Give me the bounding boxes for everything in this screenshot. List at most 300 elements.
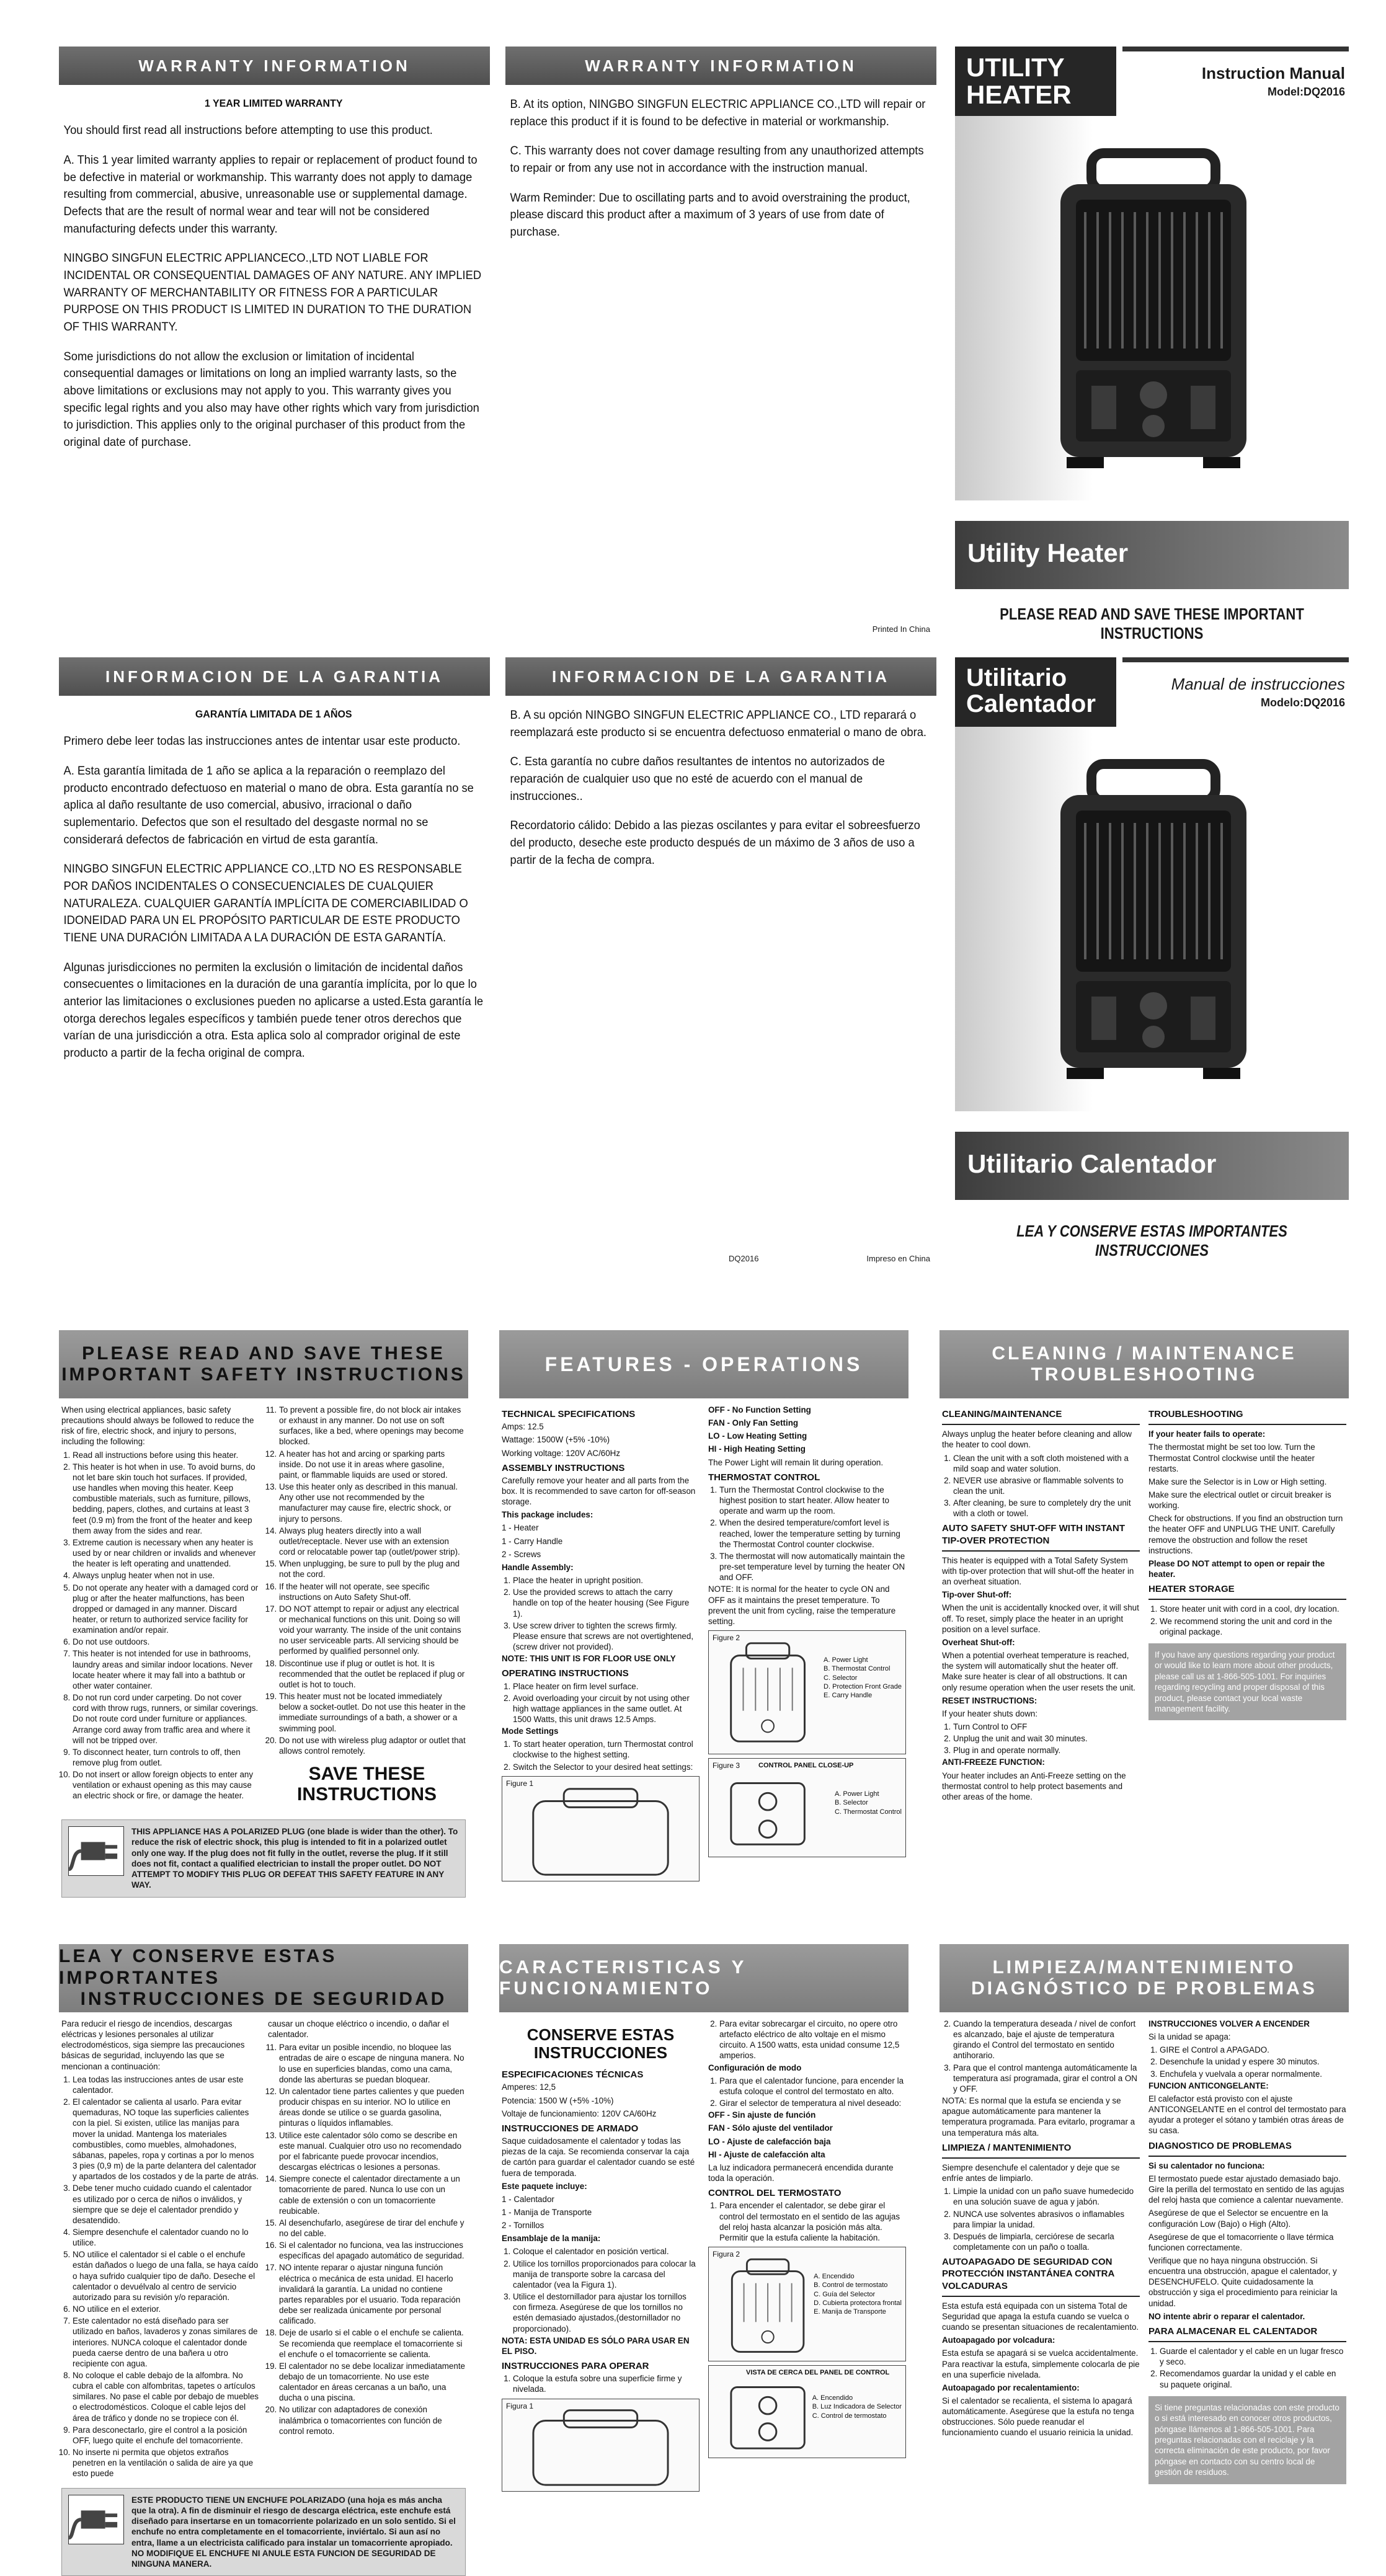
features-band: FEATURES - OPERATIONS bbox=[499, 1330, 908, 1398]
safety-text-es bbox=[59, 2012, 468, 2481]
reset-step-es: 2. Desenchufe la unidad y espere 30 minutos. bbox=[1160, 2056, 1346, 2067]
figure-1 bbox=[502, 1776, 700, 1881]
sheet-front bbox=[37, 37, 1349, 1277]
mode-steps bbox=[502, 1739, 700, 1772]
heater-photo-area bbox=[955, 116, 1349, 500]
reset-step: 2. Unplug the unit and wait 30 minutes. bbox=[953, 1733, 1140, 1744]
divider bbox=[1148, 1599, 1346, 1600]
cleaning-steps bbox=[942, 1453, 1140, 1519]
safety-es bbox=[59, 1944, 468, 2569]
warranty-subtitle-es: GARANTÍA LIMITADA DE 1 AÑOS bbox=[195, 708, 352, 720]
operating-heading-es: INSTRUCCIONES PARA OPERAR bbox=[502, 2361, 649, 2371]
cleaning-band bbox=[940, 1330, 1349, 1398]
features-column bbox=[499, 1330, 908, 2539]
figure-2-legend-item-es: A. Encendido bbox=[814, 2273, 855, 2280]
polarized-plug-text-es: ESTE PRODUCTO TIENE UN ENCHUFE POLARIZADO (una hoja es más ancha que la otra). A fin de disminuir el riesgo de descarga eléctrica, este enchufe está diseñado para insertarse en un tomacorriente polarizado en un solo sentido. Si el enchufe no entra completamente en el tomacorriente, inviértalo. Si aun así no entra, llame a un electricista calificado para instalar un tomacorriente apropiado. NO MODIFIQUE EL ENCHUFE NI ANULE ESTA FUNCION DE SEGURIDAD DE NINGUNA MANERA. bbox=[131, 2495, 456, 2569]
package-item-es: 2 - Tornillos bbox=[502, 2221, 544, 2231]
figure-2-legend-item: D. Protection Front Grade bbox=[824, 1682, 902, 1690]
tech-spec: Wattage: 1500W (+5% -10%) bbox=[502, 1435, 610, 1445]
warranty-column-1 bbox=[59, 47, 490, 1268]
safety-item: 1. Read all instructions before using this heater. bbox=[73, 1450, 259, 1460]
reset-intro: If your heater shuts down: bbox=[942, 1708, 1038, 1718]
cover-read-line-es: LEA Y CONSERVE ESTAS IMPORTANTES INSTRUCCIONES bbox=[1016, 1222, 1287, 1259]
cleaning-right-es bbox=[1148, 2019, 1346, 2484]
storage-step-es: 1. Guarde el calentador y el cable en un lugar fresco y seco. bbox=[1160, 2346, 1346, 2367]
warranty-para-es: Algunas jurisdicciones no permiten la exclusión o limitación de incidental daños consecuentes o limitaciones en la duración de una garantía implícita, por lo que lo anterior las limitaciones o exclusiones pueden no aplicarse a usted.Esta garantía le otorga derechos legales específicos y también puede tener otros derechos que varían de una jurisdicción a otra. Esta aplica solo al comprador original de este producto a partir de la fecha original de compra. bbox=[63, 960, 484, 1060]
setting-hi: HI - High Heating Setting bbox=[708, 1444, 806, 1454]
warranty-text-es bbox=[59, 696, 488, 1062]
overheat-text: When a potential overheat temperature is reached, the system will automatically shut the heater off. Make sure heater is clear of all obstructions. It can only resume operation when the user resets the unit. bbox=[942, 1651, 1135, 1692]
thermostat-steps bbox=[708, 1485, 906, 1583]
cover-read-line: PLEASE READ AND SAVE THESE IMPORTANT INSTRUCTIONS bbox=[1000, 605, 1304, 642]
polarized-plug-notice-es bbox=[61, 2488, 466, 2576]
features-left-es bbox=[502, 2019, 700, 2495]
cleaning-column bbox=[940, 1330, 1349, 2539]
safety-item-es: 9. Para desconectarlo, gire el control a la posición OFF, luego quite el enchufe del tomacorriente. bbox=[73, 2425, 259, 2446]
warranty-para: You should first read all instructions before attempting to use this product. bbox=[63, 123, 433, 138]
warranty-para: A. This 1 year limited warranty applies to repair or replacement of product found to be defective in material or workmanship. This warranty does not apply to damage resulting from commercial, abusive, unreasonable use or supplemental damage. Defects that are the result of normal wear and tear will not be considered manufacturing defects under this warranty. bbox=[63, 153, 478, 236]
safety-item-es: 11. Para evitar un posible incendio, no bloquee las entradas de aire o escape de ninguna manera. No lo use en superficies blandas, como una cama, donde las aberturas se puedan bloquear. bbox=[279, 2042, 466, 2085]
figure-3-label: Figure 3 bbox=[713, 1761, 740, 1770]
warranty-en-right bbox=[505, 47, 936, 639]
safety-items-a-es bbox=[61, 2074, 259, 2479]
safety-item: 20. Do not use with wireless plug adaptor or outlet that allows control remotely. bbox=[279, 1735, 466, 1756]
safety-item-es: 20. No utilizar con adaptadores de conexión inalámbrica o tomacorrientes con función de control remoto. bbox=[279, 2404, 466, 2436]
warranty-text bbox=[59, 85, 488, 451]
reset-heading-es: INSTRUCCIONES VOLVER A ENCENDER bbox=[1148, 2019, 1310, 2028]
tip-over-heading: Tip-over Shut-off: bbox=[942, 1590, 1012, 1600]
anti-freeze-heading: ANTI-FREEZE FUNCTION: bbox=[942, 1757, 1045, 1767]
package-item: 1 - Heater bbox=[502, 1523, 539, 1533]
features-es bbox=[499, 1944, 908, 2539]
overheat-text-es: Si el calentador se recalienta, el sistema lo apagará automáticamente. Asegúrese que la estufa no tenga obstrucciones. Sólo puede reanudar el funcionamiento cuando el usuario reinicia la unidad. bbox=[942, 2396, 1134, 2438]
warranty-band: WARRANTY INFORMATION bbox=[505, 47, 936, 85]
auto-shutoff-heading-es: AUTOAPAGADO DE SEGURIDAD CON PROTECCIÓN INSTANTÁNEA CONTRA VOLCADURAS bbox=[942, 2257, 1114, 2291]
safety-item-es: 10. No inserte ni permita que objetos extraños penetren en la ventilación o salida de aire ya que esto puede bbox=[73, 2447, 259, 2479]
reset-steps-es bbox=[1148, 2045, 1346, 2079]
troubleshooting-item: The thermostat might be set too low. Turn the Thermostat Control clockwise until the heater restarts. bbox=[1148, 1442, 1315, 1473]
handle-step-es: 3. Utilice el destornillador para ajustar los tornillos con firmeza. Asegúrese de que los tornillos no estén demasiado ajustados,(destornillador no proporcionado). bbox=[513, 2291, 700, 2334]
safety-item-es: 4. Siempre desenchufe el calentador cuando no lo utilice. bbox=[73, 2227, 259, 2248]
figure-2 bbox=[708, 1630, 906, 1754]
cleaning-band-line2-es: DIAGNÓSTICO DE PROBLEMAS bbox=[971, 1978, 1317, 1999]
tech-spec-heading-es: ESPECIFICACIONES TÉCNICAS bbox=[502, 2069, 644, 2081]
handle-step-es: 1. Coloque el calentador en posición vertical. bbox=[513, 2246, 700, 2257]
storage-heading: HEATER STORAGE bbox=[1148, 1584, 1235, 1595]
mode-steps-es bbox=[708, 2076, 906, 2108]
figure-3-legend-item-es: B. Luz Indicadora de Selector bbox=[812, 2403, 902, 2411]
safety-item: 7. This heater is not intended for use in bathrooms, laundry areas and similar indoor locations. Never locate heater where it may fall into a bathtub or other water container. bbox=[73, 1648, 259, 1691]
package-item: 2 - Screws bbox=[502, 1549, 541, 1559]
reset-heading: RESET INSTRUCTIONS: bbox=[942, 1695, 1037, 1705]
figure-3-es bbox=[708, 2365, 906, 2458]
cover-en bbox=[955, 47, 1349, 642]
operating-step: 1. Place heater on firm level surface. bbox=[513, 1681, 700, 1692]
troubleshooting-note-es: NO intente abrir o reparar el calentador. bbox=[1148, 2311, 1305, 2321]
figure-2-legend-es bbox=[814, 2272, 902, 2316]
troubleshooting-intro: If your heater fails to operate: bbox=[1148, 1429, 1266, 1439]
cleaning-heading: CLEANING/MAINTENANCE bbox=[942, 1409, 1062, 1419]
safety-item: 9. To disconnect heater, turn controls to off, then remove plug from outlet. bbox=[73, 1747, 259, 1768]
figure-1-es bbox=[502, 2399, 700, 2492]
divider bbox=[1148, 2156, 1346, 2157]
cleaning-step-es: 1. Limpie la unidad con un paño suave humedecido en una solución suave de agua y jabón. bbox=[953, 2186, 1140, 2207]
assembly-text-es: Saque cuidadosamente el calentador y todas las piezas de la caja. Se recomienda conservar la caja de cartón para guardar el calentador cuando se esté fuera de temporada. bbox=[502, 2136, 695, 2178]
overheat-heading-es: Autoapagado por recalentamiento: bbox=[942, 2383, 1080, 2392]
safety-list-a-es bbox=[61, 2019, 259, 2481]
figure-3-legend-item: A. Power Light bbox=[834, 1790, 879, 1798]
handle-step: 2. Use the provided screws to attach the carry handle on top of the heater housing (See Figure 1). bbox=[513, 1587, 700, 1619]
package-heading-es: Este paquete incluye: bbox=[502, 2181, 587, 2191]
setting-lo: LO - Low Heating Setting bbox=[708, 1431, 807, 1441]
cover-es bbox=[955, 657, 1349, 1268]
overheat-heading: Overheat Shut-off: bbox=[942, 1637, 1015, 1647]
cleaning-band-es bbox=[940, 1944, 1349, 2012]
contact-box: If you have any questions regarding your product or would like to learn more about other products, please call us at 1-866-505-1001. For inquiries regarding recycling and proper disposal of this product, please contact your local waste management facility. bbox=[1148, 1643, 1346, 1721]
cleaning-en bbox=[940, 1330, 1349, 1925]
tip-over-heading-es: Autoapagado por volcadura: bbox=[942, 2335, 1055, 2345]
warranty-band-es: INFORMACION DE LA GARANTIA bbox=[59, 657, 490, 696]
power-light-text-es: La luz indicadora permanecerá encendida durante toda la operación. bbox=[708, 2162, 894, 2183]
setting-lo-es: LO - Ajuste de calefacción baja bbox=[708, 2136, 831, 2146]
troubleshooting-intro-es: Si su calentador no funciona: bbox=[1148, 2161, 1265, 2170]
cleaning-left bbox=[942, 1405, 1140, 1805]
warranty-text bbox=[505, 85, 935, 241]
mode-step-es: 1. Para que el calentador funcione, para encender la estufa coloque el control del termostato en alto. bbox=[719, 2076, 906, 2097]
thermostat-step: 2. When the desired temperature/comfort level is reached, lower the temperature setting by turning the Thermostat Control counter clockwise. bbox=[719, 1517, 906, 1549]
safety-item: 4. Always unplug heater when not in use. bbox=[73, 1570, 259, 1581]
floor-use-note-es: NOTA: ESTA UNIDAD ES SÓLO PARA USAR EN EL PISO. bbox=[502, 2335, 690, 2356]
figure-3-legend-item-es: C. Control de termostato bbox=[812, 2412, 887, 2420]
tech-spec: Working voltage: 120V AC/60Hz bbox=[502, 1448, 621, 1458]
troubleshooting-item: Make sure the electrical outlet or circuit breaker is working. bbox=[1148, 1490, 1331, 1511]
warranty-band: WARRANTY INFORMATION bbox=[59, 47, 490, 85]
cleaning-text-es bbox=[940, 2012, 1349, 2484]
manual-label-es: Manual de instrucciones bbox=[1171, 675, 1345, 693]
model-code: DQ2016 bbox=[729, 1254, 759, 1263]
safety-band-es bbox=[59, 1944, 468, 2012]
safety-intro-es: Para reducir el riesgo de incendios, descargas eléctricas y lesiones personales al utilizar electrodomésticos, siga siempre las precauciones básicas de seguridad, incluyendo las que se mencionan a continuación: bbox=[61, 2019, 245, 2071]
reset-step-es: 1. GIRE el Control a APAGADO. bbox=[1160, 2045, 1346, 2055]
warranty-para: Warm Reminder: Due to oscillating parts and to avoid overstraining the product, please discard this product after a maximum of 3 years of use from date of purchase. bbox=[510, 190, 910, 239]
safety-items-b bbox=[268, 1405, 466, 1756]
safety-items-b-es bbox=[268, 2042, 466, 2436]
anti-freeze-text: Your heater includes an Anti-Freeze setting on the thermostat control to help protect basements and other areas of the home. bbox=[942, 1770, 1126, 1801]
storage-steps bbox=[1148, 1604, 1346, 1637]
printed-in-china-es: Impreso en China bbox=[866, 1254, 930, 1263]
safety-band-line1: PLEASE READ AND SAVE THESE bbox=[82, 1343, 445, 1364]
auto-shutoff-heading: AUTO SAFETY SHUT-OFF WITH INSTANT TIP-OVER PROTECTION bbox=[942, 1523, 1125, 1546]
model-label-es: Modelo:DQ2016 bbox=[1260, 696, 1345, 709]
sheet-back bbox=[37, 1321, 1349, 2569]
thermostat-note-es: NOTA: Es normal que la estufa se encienda y se apague automáticamente para mantener la temperatura programada. Para evitarlo, programar a una temperatura más alta. bbox=[942, 2096, 1135, 2138]
safety-band-line2: IMPORTANT SAFETY INSTRUCTIONS bbox=[61, 1364, 466, 1385]
reset-step-es: 3. Enchufela y vuelvala a operar normalmente. bbox=[1160, 2069, 1346, 2079]
warranty-para: C. This warranty does not cover damage resulting from any unauthorized attempts to repair or from any use not in accordance with the instruction manual. bbox=[510, 144, 924, 175]
model-label: Model:DQ2016 bbox=[1267, 86, 1345, 98]
cleaning-heading-es: LIMPIEZA / MANTENIMIENTO bbox=[942, 2142, 1072, 2153]
safety-column bbox=[59, 1330, 468, 2569]
storage-step: 2. We recommend storing the unit and cord in the original package. bbox=[1160, 1616, 1346, 1637]
operating-step: 2. Avoid overloading your circuit by not using other high wattage appliances in the same outlet. At 1500 Watts, this unit draws 12.5 Amps. bbox=[513, 1693, 700, 1725]
features-band-es: CARACTERISTICAS Y FUNCIONAMIENTO bbox=[499, 1944, 908, 2012]
handle-figure-icon bbox=[502, 2399, 699, 2491]
heater-diagram-icon bbox=[709, 1631, 827, 1754]
warranty-para: NINGBO SINGFUN ELECTRIC APPLIANCECO.,LTD NOT LIABLE FOR INCIDENTAL OR CONSEQUENTIAL DAMAGES OF ANY NATURE. ANY IMPLIED WARRANTY OF MERCHANTABILITY OR FITNESS FOR A PARTICULAR PURPOSE ON THIS PRODUCT IS LIMITED IN DURATION TO THE DURATION OF THIS WARRANTY. bbox=[63, 251, 482, 334]
safety-item-es: 6. NO utilice en el exterior. bbox=[73, 2304, 259, 2314]
safety-item-es: 12. Un calentador tiene partes calientes y que pueden producir chispas en su interior. NO lo utilice en áreas donde se utilice o se guarda gasolina, pinturas o líquidos inflamables. bbox=[279, 2086, 466, 2129]
figure-3-legend-item-es: A. Encendido bbox=[812, 2394, 853, 2402]
handle-figure-icon bbox=[502, 1777, 699, 1881]
mode-step: 2. Switch the Selector to your desired heat settings: bbox=[513, 1762, 700, 1772]
safety-item: 10. Do not insert or allow foreign objects to enter any ventilation or exhaust opening as this may cause an electric shock or fire, or damage the heater. bbox=[73, 1769, 259, 1801]
safety-item-es: 8. No coloque el cable debajo de la alfombra. No cubra el cable con alfombritas, tapetes o artículos similares. No pase el cable por debajo de muebles o electrodomésticos. Coloque el cable lejos del área de tráfico y donde no se tropiece con él. bbox=[73, 2370, 259, 2423]
safety-items-a bbox=[61, 1450, 259, 1801]
printed-footer-es bbox=[505, 1254, 930, 1263]
mode-heading-es: Configuración de modo bbox=[708, 2063, 802, 2072]
handle-steps-es bbox=[502, 2246, 700, 2334]
safety-band-line2-es: INSTRUCCIONES DE SEGURIDAD bbox=[80, 1989, 447, 2010]
divider bbox=[942, 1550, 1140, 1552]
thermostat-step: 1. Turn the Thermostat Control clockwise to the highest position to start heater. Allow heater to operate and warm up the room. bbox=[719, 1485, 906, 1516]
troubleshooting-heading: TROUBLESHOOTING bbox=[1148, 1409, 1243, 1419]
auto-shutoff-text: This heater is equipped with a Total Safety System with tip-over protection that will shut-off the heater in an overheat situation. bbox=[942, 1555, 1134, 1587]
thermostat-heading: THERMOSTAT CONTROL bbox=[708, 1472, 820, 1483]
operating-step-es: 1. Coloque la estufa sobre una superficie firme y nivelada. bbox=[513, 2373, 700, 2394]
thermostat-steps-es bbox=[708, 2200, 906, 2243]
handle-step: 3. Use screw driver to tighten the screws firmly. Please ensure that screws are not overtightened, (screw driver not provided). bbox=[513, 1620, 700, 1652]
setting-off-es: OFF - Sin ajuste de función bbox=[708, 2110, 816, 2120]
safety-item-es: 1. Lea todas las instrucciones antes de usar este calentador. bbox=[73, 2074, 259, 2095]
figure-2-legend-item: E. Carry Handle bbox=[824, 1692, 873, 1700]
anti-freeze-text-es: El calefactor está provisto con el ajuste ANTICONGELANTE en el control del termostato para ayudar a proteger el sótano y también otras áreas de su casa. bbox=[1148, 2094, 1346, 2136]
cleaning-steps-es bbox=[942, 2186, 1140, 2252]
thermostat-heading-es: CONTROL DEL TERMOSTATO bbox=[708, 2188, 842, 2199]
figure-2-legend-item: B. Thermostat Control bbox=[824, 1665, 891, 1673]
cleaning-left-es bbox=[942, 2019, 1140, 2484]
thermostat-step-es: 1. Para encender el calentador, se debe girar el control del termostato en el sentido de las agujas del reloj hasta alcanzar la posición más alta. Permitir que la estufa caliente la habitación. bbox=[719, 2200, 906, 2243]
figure-3-legend-item: C. Thermostat Control bbox=[834, 1808, 902, 1816]
operating-steps-es-cont bbox=[708, 2019, 906, 2061]
setting-fan: FAN - Only Fan Setting bbox=[708, 1418, 799, 1428]
figure-3-legend-item: B. Selector bbox=[834, 1799, 868, 1807]
figure-2-es bbox=[708, 2247, 906, 2361]
safety-item: 5. Do not operate any heater with a damaged cord or plug or after the heater malfunctions, has been dropped or damaged in any manner. Discard heater, or return to authorized service facility for examination and/or repair. bbox=[73, 1583, 259, 1636]
figure-2-legend bbox=[824, 1656, 902, 1700]
mode-heading: Mode Settings bbox=[502, 1726, 559, 1736]
safety-item: 17. DO NOT attempt to repair or adjust any electrical or mechanical functions on this unit. Doing so will void your warranty. The inside of the unit contains no user serviceable parts. All servicing should be performed by qualified personnel only. bbox=[279, 1604, 466, 1657]
cover-header-es bbox=[1122, 657, 1349, 727]
heater-diagram-icon bbox=[709, 2247, 827, 2361]
assembly-heading: ASSEMBLY INSTRUCTIONS bbox=[502, 1462, 625, 1473]
troubleshooting-item: Check for obstructions. If you find an obstruction turn the heater OFF and UNPLUG THE UNIT. Carefully remove the obstruction and follow the reset instructions. bbox=[1148, 1514, 1343, 1555]
thermostat-steps-es-cont bbox=[942, 2019, 1140, 2094]
assembly-heading-es: INSTRUCCIONES DE ARMADO bbox=[502, 2123, 639, 2134]
thermostat-step-es: 2. Cuando la temperatura deseada / nivel de confort es alcanzado, baje el ajuste de temperatura girando el Control del termostato en sentido antihorario. bbox=[953, 2019, 1140, 2061]
safety-item: 3. Extreme caution is necessary when any heater is used by or near children or invalids and whenever the heater is left operating and unattended. bbox=[73, 1537, 259, 1569]
cleaning-band-line1-es: LIMPIEZA/MANTENIMIENTO bbox=[992, 1956, 1296, 1978]
cleaning-step: 1. Clean the unit with a soft cloth moistened with a mild soap and water solution. bbox=[953, 1453, 1140, 1474]
tip-over-text-es: Esta estufa se apagará si se vuelca accidentalmente. Para reactivar la estufa, simplemente colocarla de pie en una superficie nivelada. bbox=[942, 2348, 1140, 2379]
cleaning-band-line1: CLEANING / MAINTENANCE bbox=[992, 1343, 1297, 1364]
figure-2-label-es: Figura 2 bbox=[713, 2250, 740, 2258]
features-text bbox=[499, 1398, 908, 1885]
warranty-es-right bbox=[505, 657, 936, 1268]
reset-step: 3. Plug in and operate normally. bbox=[953, 1745, 1140, 1756]
cleaning-step-es: 2. NUNCA use solventes abrasivos o inflamables para limpiar la unidad. bbox=[953, 2209, 1140, 2230]
save-instructions: SAVE THESE INSTRUCTIONS bbox=[297, 1764, 437, 1805]
safety-item-es: 17. NO intente reparar o ajustar ninguna función eléctrica o mecánica de esta unidad. El hacerlo invalidará la garantía. La unidad no contiene partes reparables por el usuario. Toda reparación debe ser realizada únicamente por personal calificado. bbox=[279, 2262, 466, 2326]
troubleshooting-item-es: Verifique que no haya ninguna obstrucción. Si encuentra una obstrucción, apague el calentador, y DESENCHUFELO. Quite cuidadosamente la obstrucción y siga el procedimiento para reiniciar la unidad. bbox=[1148, 2256, 1338, 2308]
cleaning-intro-es: Siempre desenchufe el calentador y deje que se enfríe antes de limpiarlo. bbox=[942, 2162, 1120, 2183]
warranty-para-es: NINGBO SINGFUN ELECTRIC APPLIANCE CO.,LTD NO ES RESPONSABLE POR DAÑOS INCIDENTALES O CONSECUENCIALES DE CUALQUIER NATURALEZA. CUALQUIER GARANTÍA IMPLÍCITA DE COMERCIABILIDAD O IDONEIDAD PARA UN EL PROPÓSITO PARTICULAR DE ESTE PRODUCTO TIENE UNA DURACIÓN LIMITADA A LA DURACIÓN DE ESTA GARANTÍA. bbox=[63, 862, 468, 944]
cover-bar-es: Utilitario Calentador bbox=[955, 1132, 1349, 1200]
troubleshooting-item-es: El termostato puede estar ajustado demasiado bajo. Gire la perilla del termostato en sentido de las agujas del reloj hasta que comience a calentar nuevamente. bbox=[1148, 2174, 1344, 2205]
auto-shutoff-text-es: Esta estufa está equipada con un sistema Total de Seguridad que apaga la estufa cuando se vuelca o cuando se presentan situaciones de recalentamiento. bbox=[942, 2301, 1139, 2332]
assembly-text: Carefully remove your heater and all parts from the box. It is recommended to save carton for off-season storage. bbox=[502, 1475, 696, 1507]
safety-item-es: 14. Siempre conecte el calentador directamente a un tomacorriente de pared. Nunca lo use con un cable de extensión o con un tomacorriente reubicable. bbox=[279, 2174, 466, 2216]
safety-item: 13. Use this heater only as described in this manual. Any other use not recommended by the manufacturer may cause fire, electric shock, or injury to persons. bbox=[279, 1481, 466, 1524]
figure-3 bbox=[708, 1758, 906, 1857]
operating-steps-es bbox=[502, 2373, 700, 2394]
safety-band-line1-es: LEA Y CONSERVE ESTAS IMPORTANTES bbox=[59, 1946, 337, 1988]
safety-item-es: causar un choque eléctrico o incendio, o dañar el calentador. bbox=[268, 2019, 449, 2040]
package-item-es: 1 - Manija de Transporte bbox=[502, 2207, 592, 2217]
cover-title-es: Utilitario Calentador bbox=[955, 657, 1116, 727]
reset-step: 1. Turn Control to OFF bbox=[953, 1721, 1140, 1732]
safety-band bbox=[59, 1330, 468, 1398]
handle-heading: Handle Assembly: bbox=[502, 1562, 574, 1572]
safety-item-es: 7. Este calentador no está diseñado para ser utilizado en baños, lavaderos y zonas similares de interiores. NUNCA coloque el calentador donde pueda caerse dentro de una bañera u otro recipiente con agua. bbox=[73, 2316, 259, 2369]
warranty-para-es: Recordatorio cálido: Debido a las piezas oscilantes y para evitar el sobreesfuerzo del producto, deseche este producto después de un máximo de 3 años de uso a partir de la fecha de compra. bbox=[510, 819, 920, 867]
figure-1-label-es: Figura 1 bbox=[506, 2401, 534, 2410]
thermostat-step: 3. The thermostat will now automatically maintain the pre-set temperature level by turning the heater ON and OFF. bbox=[719, 1551, 906, 1583]
polarized-plug-text: THIS APPLIANCE HAS A POLARIZED PLUG (one blade is wider than the other). To reduce the risk of electric shock, this plug is intended to fit in a polarized outlet only one way. If the plug does not fit fully in the outlet, reverse the plug. If it still does not fit, contact a qualified electrician to install the proper outlet. DO NOT ATTEMPT TO MODIFY THIS PLUG OR DEFEAT THIS SAFETY FEATURE IN ANY WAY. bbox=[131, 1827, 458, 1890]
safety-intro: When using electrical appliances, basic safety precautions should always be followed to reduce the risk of fire, electric shock, and injury to persons, including the following: bbox=[61, 1405, 254, 1447]
cover-header bbox=[1122, 47, 1349, 116]
setting-fan-es: FAN - Sólo ajuste del ventilador bbox=[708, 2123, 833, 2133]
divider bbox=[1148, 2341, 1346, 2342]
safety-item-es: 18. Deje de usarlo si el cable o el enchufe se calienta. Se recomienda que reemplace el tomacorriente si el enchufe o el tomacorriente se calienta. bbox=[279, 2327, 466, 2359]
storage-heading-es: PARA ALMACENAR EL CALENTADOR bbox=[1148, 2325, 1318, 2337]
divider bbox=[1148, 1424, 1346, 1425]
printed-in-china: Printed In China bbox=[872, 624, 930, 634]
warranty-para-es: C. Esta garantía no cubre daños resultantes de intentos no autorizados de reparación de cualquier uso que no esté de acuerdo con el manual de instrucciones.. bbox=[510, 755, 885, 803]
features-right bbox=[708, 1405, 906, 1885]
thermostat-note: NOTE: It is normal for the heater to cycle ON and OFF as it maintains the preset temperature. To prevent the unit from cycling, raise the temperature setting. bbox=[708, 1584, 896, 1626]
mode-step: 1. To start heater operation, turn Thermostat control clockwise to the highest setting. bbox=[513, 1739, 700, 1760]
power-light-text: The Power Light will remain lit during operation. bbox=[708, 1457, 884, 1467]
handle-heading-es: Ensamblaje de la manija: bbox=[502, 2234, 601, 2244]
safety-item: 6. Do not use outdoors. bbox=[73, 1637, 259, 1647]
setting-hi-es: HI - Ajuste de calefacción alta bbox=[708, 2149, 825, 2159]
control-panel-icon bbox=[709, 2366, 827, 2458]
troubleshooting-heading-es: DIAGNOSTICO DE PROBLEMAS bbox=[1148, 2140, 1292, 2151]
control-panel-icon bbox=[709, 1759, 827, 1857]
warranty-es-left bbox=[59, 657, 490, 1268]
troubleshooting-note: Please DO NOT attempt to open or repair the heater. bbox=[1148, 1558, 1325, 1579]
figure-2-legend-item: A. Power Light bbox=[824, 1656, 868, 1664]
divider bbox=[942, 2157, 1140, 2159]
storage-steps-es bbox=[1148, 2346, 1346, 2390]
features-right-es bbox=[708, 2019, 906, 2495]
cleaning-step: 3. After cleaning, be sure to completely dry the unit with a cloth or towel. bbox=[953, 1498, 1140, 1519]
troubleshooting-item-es: Asegúrese de que el Selector se encuentre en la configuración Low (Bajo) o High (Alto). bbox=[1148, 2208, 1328, 2229]
tech-spec-es: Voltaje de funcionamiento: 120V CA/60Hz bbox=[502, 2108, 657, 2118]
reset-intro-es: Si la unidad se apaga: bbox=[1148, 2032, 1231, 2042]
cover-column bbox=[955, 47, 1349, 1268]
divider bbox=[942, 2296, 1140, 2297]
heater-image bbox=[1048, 150, 1259, 473]
mode-step-es: 2. Girar el selector de temperatura al nivel deseado: bbox=[719, 2098, 906, 2108]
safety-item: 16. If the heater will not operate, see specific instructions on Auto Safety Shut-off. bbox=[279, 1581, 466, 1602]
figure-2-legend-item: C. Selector bbox=[824, 1674, 858, 1682]
operating-heading: OPERATING INSTRUCTIONS bbox=[502, 1668, 629, 1679]
figure-1-label: Figure 1 bbox=[506, 1779, 534, 1788]
safety-item-es: 19. El calentador no se debe localizar inmediatamente debajo de un tomacorriente. No use este calentador en áreas cercanas a un baño, una ducha o una piscina. bbox=[279, 2361, 466, 2404]
cleaning-band-line2: TROUBLESHOOTING bbox=[1031, 1364, 1258, 1385]
figure-2-label: Figure 2 bbox=[713, 1633, 740, 1642]
figure-2-legend-item-es: E. Manija de Transporte bbox=[814, 2308, 886, 2316]
warranty-para: Some jurisdictions do not allow the exclusion or limitation of incidental consequential damages or limitations on long an implied warranty lasts, so the above limitations or exclusions may not apply to you. This warranty gives you specific legal rights and you also may have other rights which vary from jurisdiction to jurisdiction. This applies only to the original purchaser of this product from the original date of purchase. bbox=[63, 349, 479, 450]
safety-item-es: 15. Al desenchufarlo, asegúrese de tirar del enchufe y no del cable. bbox=[279, 2218, 466, 2239]
warranty-para-es: A. Esta garantía limitada de 1 año se aplica a la reparación o reemplazo del producto encontrado defectuoso en material o mano de obra. Esta garantía no se aplica al daño resultante de uso comercial, abusivo, irracional o daño suplementario. Defectos que son el resultado del desgaste normal no se considerará defectos de fabricación en virtud de esta garantía. bbox=[63, 763, 474, 846]
tech-spec: Amps: 12.5 bbox=[502, 1422, 544, 1432]
safety-item-es: 13. Utilice este calentador sólo como se describe en este manual. Cualquier otro uso no recomendado por el fabricante puede provocar incendios, descargas eléctricas o lesiones a personas. bbox=[279, 2130, 466, 2173]
figure-3-legend bbox=[835, 1790, 902, 1816]
cleaning-step: 2. NEVER use abrasive or flammable solvents to clean the unit. bbox=[953, 1475, 1140, 1496]
warranty-en-left bbox=[59, 47, 490, 639]
safety-item: 15. When unplugging, be sure to pull by the plug and not the cord. bbox=[279, 1558, 466, 1579]
anti-freeze-heading-es: FUNCION ANTICONGELANTE: bbox=[1148, 2081, 1269, 2090]
features-left bbox=[502, 1405, 700, 1885]
safety-item: 14. Always plug heaters directly into a wall outlet/receptacle. Never use with an extension cord or relocatable power tap (outlet/power strip). bbox=[279, 1526, 466, 1557]
heater-photo-area-es bbox=[955, 727, 1349, 1111]
storage-step: 1. Store heater unit with cord in a cool, dry location. bbox=[1160, 1604, 1346, 1614]
warranty-para-es: B. A su opción NINGBO SINGFUN ELECTRIC APPLIANCE CO., LTD reparará o reemplazará este producto si se encuentra defectuoso enmaterial o mano de obra. bbox=[510, 708, 927, 739]
figure-2-legend-item-es: B. Control de termostato bbox=[814, 2281, 888, 2290]
safety-list-b-es bbox=[268, 2019, 466, 2481]
warranty-column-2 bbox=[505, 47, 936, 1268]
figure-3-caption: CONTROL PANEL CLOSE-UP bbox=[758, 1762, 854, 1769]
safety-item-es: 5. NO utilice el calentador si el cable o el enchufe están dañados o luego de una falla, se haya caído o haya sufrido cualquier tipo de daño. Deseche el calentador o devuélvalo al centro de servicio autorizado para su revisión y/o reparación. bbox=[73, 2249, 259, 2303]
troubleshooting-item-es: Asegúrese de que el tomacorriente o llave térmica funcionen correctamente. bbox=[1148, 2232, 1334, 2252]
figure-3-legend-es bbox=[812, 2394, 902, 2420]
safety-item-es: 3. Debe tener mucho cuidado cuando el calentador es utilizado por o cerca de niños o inválidos, y siempre que se deje el calentador prendido y desatendido. bbox=[73, 2183, 259, 2226]
safety-item-es: 2. El calentador se calienta al usarlo. Para evitar quemaduras, NO toque las superficies calientes con la piel. Si existen, utilice las manijas para mover la unidad. Mantenga los materiales combustibles, como muebles, almohadones, sábanas, papeles, ropa y cortinas a por lo menos 3 pies (0,9 m) de la parte delantera del calentador y apartados de los costados y de la parte de atrás. bbox=[73, 2097, 259, 2182]
safety-item: 11. To prevent a possible fire, do not block air intakes or exhaust in any manner. Do not use on soft surfaces, like a bed, where openings may become blocked. bbox=[279, 1405, 466, 1447]
conserve-instructions: CONSERVE ESTAS INSTRUCCIONES bbox=[526, 2025, 675, 2062]
safety-item: 18. Discontinue use if plug or outlet is hot. It is recommended that the outlet be replaced if plug or outlet is hot to touch. bbox=[279, 1658, 466, 1690]
safety-en bbox=[59, 1330, 468, 1925]
figure-2-legend-item-es: D. Cubierta protectora frontal bbox=[814, 2299, 902, 2307]
package-heading: This package includes: bbox=[502, 1510, 593, 1520]
cover-bar: Utility Heater bbox=[955, 521, 1349, 589]
warranty-para-es: Primero debe leer todas las instrucciones antes de intentar usar este producto. bbox=[63, 734, 461, 748]
safety-list-b bbox=[268, 1405, 466, 1812]
plug-icon bbox=[68, 1826, 124, 1876]
warranty-subtitle: 1 YEAR LIMITED WARRANTY bbox=[204, 97, 343, 109]
polarized-plug-notice bbox=[61, 1819, 466, 1898]
plug-icon bbox=[68, 2495, 124, 2544]
floor-use-note: NOTE: THIS UNIT IS FOR FLOOR USE ONLY bbox=[502, 1654, 676, 1664]
tech-spec-heading: TECHNICAL SPECIFICATIONS bbox=[502, 1409, 636, 1419]
cover-title: UTILITY HEATER bbox=[955, 47, 1116, 116]
safety-item: 8. Do not run cord under carpeting. Do not cover cord with throw rugs, runners, or similar coverings. Do not route cord under furniture or appliances. Arrange cord away from traffic area and where it will not be tripped over. bbox=[73, 1692, 259, 1746]
safety-item: 19. This heater must not be located immediately below a socket-outlet. Do not use this heater in the immediate surroundings of a bath, a shower or a swimming pool. bbox=[279, 1691, 466, 1734]
warranty-band-es: INFORMACION DE LA GARANTIA bbox=[505, 657, 936, 696]
setting-off: OFF - No Function Setting bbox=[708, 1405, 811, 1415]
